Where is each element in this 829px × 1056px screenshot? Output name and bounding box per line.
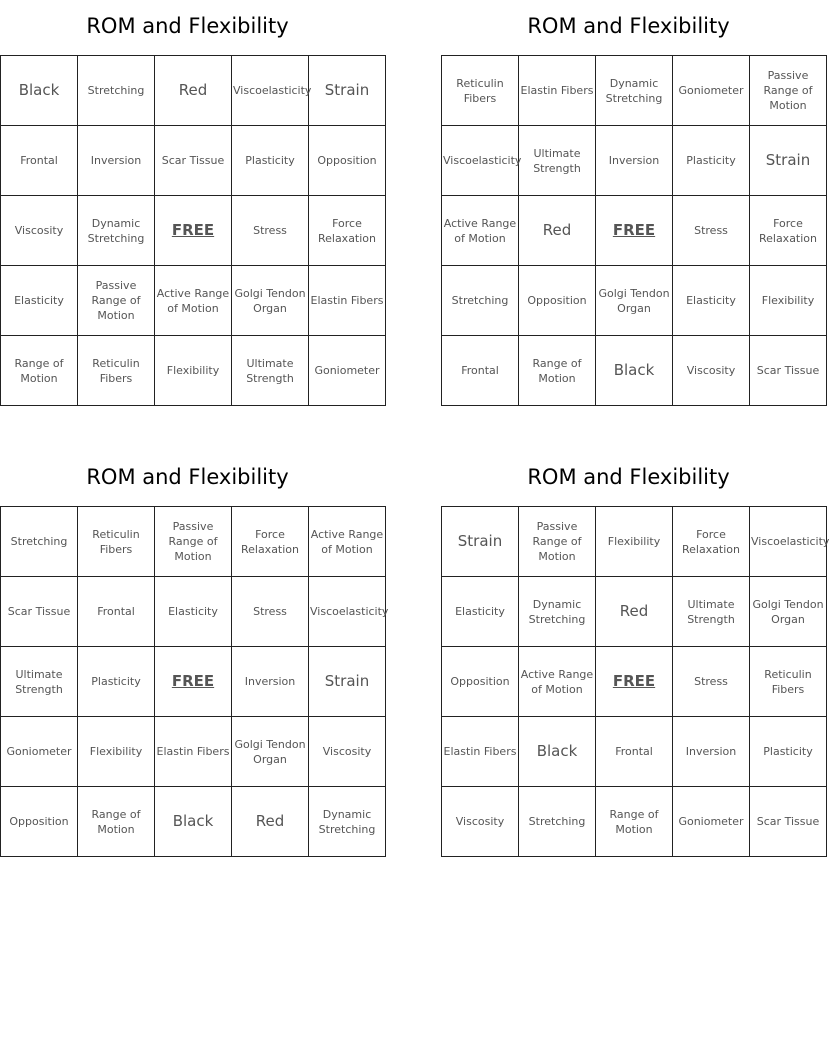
grid-row bbox=[1, 126, 386, 196]
bingo-cell: Flexibility bbox=[155, 336, 232, 406]
bingo-cell: Reticulin Fibers bbox=[78, 336, 155, 406]
bingo-cell: Stretching bbox=[519, 787, 596, 857]
bingo-cell: Stress bbox=[232, 577, 309, 647]
bingo-cell: Elasticity bbox=[673, 266, 750, 336]
bingo-cell: Reticulin Fibers bbox=[442, 56, 519, 126]
bingo-cell: Scar Tissue bbox=[750, 787, 827, 857]
grid-row bbox=[442, 507, 827, 577]
bingo-cell: Dynamic Stretching bbox=[596, 56, 673, 126]
bingo-cell: Strain bbox=[309, 647, 386, 717]
grid-row bbox=[1, 717, 386, 787]
bingo-cell: Dynamic Stretching bbox=[519, 577, 596, 647]
bingo-cell: Black bbox=[1, 56, 78, 126]
bingo-cell: Elasticity bbox=[442, 577, 519, 647]
grid-row bbox=[442, 196, 827, 266]
grid-row bbox=[442, 647, 827, 717]
bingo-cell: Stretching bbox=[1, 507, 78, 577]
bingo-cell: Force Relaxation bbox=[309, 196, 386, 266]
bingo-cell: Inversion bbox=[232, 647, 309, 717]
bingo-cell: Stress bbox=[232, 196, 309, 266]
bingo-cell: Stress bbox=[673, 647, 750, 717]
grid-row bbox=[442, 126, 827, 196]
bingo-cell: Strain bbox=[750, 126, 827, 196]
bingo-cell: Ultimate Strength bbox=[232, 336, 309, 406]
bingo-cell: Viscosity bbox=[309, 717, 386, 787]
bingo-cell: Black bbox=[519, 717, 596, 787]
bingo-cell: Flexibility bbox=[78, 717, 155, 787]
bingo-cell: Black bbox=[596, 336, 673, 406]
bingo-cell: Scar Tissue bbox=[750, 336, 827, 406]
bingo-cell: Force Relaxation bbox=[232, 507, 309, 577]
bingo-cell: Flexibility bbox=[750, 266, 827, 336]
bingo-grid bbox=[0, 55, 386, 406]
bingo-cell: Force Relaxation bbox=[750, 196, 827, 266]
bingo-cell: Plasticity bbox=[673, 126, 750, 196]
bingo-cell: Passive Range of Motion bbox=[155, 507, 232, 577]
grid-row bbox=[1, 577, 386, 647]
bingo-cell: Range of Motion bbox=[1, 336, 78, 406]
grid-row bbox=[1, 336, 386, 406]
bingo-cell: Red bbox=[232, 787, 309, 857]
card-title: ROM and Flexibility bbox=[527, 465, 730, 489]
bingo-cell: Range of Motion bbox=[596, 787, 673, 857]
bingo-cell: Opposition bbox=[1, 787, 78, 857]
grid-row bbox=[442, 336, 827, 406]
bingo-cell: Elastin Fibers bbox=[309, 266, 386, 336]
bingo-cell: Active Range of Motion bbox=[442, 196, 519, 266]
bingo-cell: Ultimate Strength bbox=[673, 577, 750, 647]
free-space-cell: FREE bbox=[596, 196, 673, 266]
grid-row bbox=[1, 507, 386, 577]
bingo-cell: Opposition bbox=[442, 647, 519, 717]
bingo-cell: Viscosity bbox=[1, 196, 78, 266]
bingo-cell: Inversion bbox=[673, 717, 750, 787]
bingo-cell: Plasticity bbox=[750, 717, 827, 787]
free-space-cell: FREE bbox=[155, 196, 232, 266]
bingo-cell: Active Range of Motion bbox=[309, 507, 386, 577]
bingo-cell: Elastin Fibers bbox=[519, 56, 596, 126]
bingo-cell: Reticulin Fibers bbox=[750, 647, 827, 717]
bingo-cell: Plasticity bbox=[78, 647, 155, 717]
bingo-grid bbox=[441, 55, 827, 406]
bingo-cell: Frontal bbox=[596, 717, 673, 787]
bingo-cell: Passive Range of Motion bbox=[750, 56, 827, 126]
bingo-cell: Frontal bbox=[442, 336, 519, 406]
bingo-cell: Goniometer bbox=[309, 336, 386, 406]
bingo-cell: Opposition bbox=[519, 266, 596, 336]
grid-row bbox=[1, 266, 386, 336]
bingo-cell: Dynamic Stretching bbox=[78, 196, 155, 266]
bingo-cell: Golgi Tendon Organ bbox=[232, 266, 309, 336]
grid-row bbox=[442, 577, 827, 647]
bingo-cell: Strain bbox=[309, 56, 386, 126]
grid-row bbox=[442, 56, 827, 126]
bingo-cell: Ultimate Strength bbox=[519, 126, 596, 196]
bingo-cell: Red bbox=[155, 56, 232, 126]
bingo-cell: Strain bbox=[442, 507, 519, 577]
card-title: ROM and Flexibility bbox=[527, 14, 730, 38]
bingo-cell: Goniometer bbox=[673, 787, 750, 857]
bingo-cell: Active Range of Motion bbox=[519, 647, 596, 717]
bingo-cell: Stretching bbox=[442, 266, 519, 336]
free-space-cell: FREE bbox=[155, 647, 232, 717]
bingo-cell: Opposition bbox=[309, 126, 386, 196]
bingo-cell: Red bbox=[519, 196, 596, 266]
grid-row bbox=[1, 787, 386, 857]
bingo-cell: Stress bbox=[673, 196, 750, 266]
grid-row bbox=[442, 717, 827, 787]
grid-row bbox=[1, 56, 386, 126]
bingo-cell: Golgi Tendon Organ bbox=[750, 577, 827, 647]
grid-row bbox=[442, 266, 827, 336]
bingo-cell: Golgi Tendon Organ bbox=[232, 717, 309, 787]
bingo-cell: Viscoelasticity bbox=[750, 507, 827, 577]
bingo-grid bbox=[0, 506, 389, 857]
bingo-cell: Range of Motion bbox=[78, 787, 155, 857]
bingo-grid bbox=[441, 506, 827, 857]
bingo-cell: Elasticity bbox=[155, 577, 232, 647]
bingo-cell: Elastin Fibers bbox=[442, 717, 519, 787]
bingo-cell: Golgi Tendon Organ bbox=[596, 266, 673, 336]
bingo-cell: Passive Range of Motion bbox=[78, 266, 155, 336]
free-space-cell: FREE bbox=[596, 647, 673, 717]
bingo-cell: Viscosity bbox=[442, 787, 519, 857]
bingo-cell: Active Range of Motion bbox=[155, 266, 232, 336]
grid-row bbox=[1, 647, 386, 717]
bingo-cell: Goniometer bbox=[673, 56, 750, 126]
bingo-cell: Red bbox=[596, 577, 673, 647]
card-title: ROM and Flexibility bbox=[86, 14, 289, 38]
grid-row bbox=[442, 787, 827, 857]
bingo-cell: Black bbox=[155, 787, 232, 857]
bingo-cell: Scar Tissue bbox=[1, 577, 78, 647]
bingo-cell: Frontal bbox=[78, 577, 155, 647]
bingo-cell: Plasticity bbox=[232, 126, 309, 196]
bingo-cell: Elastin Fibers bbox=[155, 717, 232, 787]
bingo-cell: Dynamic Stretching bbox=[309, 787, 386, 857]
bingo-cell: Scar Tissue bbox=[155, 126, 232, 196]
bingo-cell: Force Relaxation bbox=[673, 507, 750, 577]
bingo-cell: Range of Motion bbox=[519, 336, 596, 406]
bingo-cell: Viscoelasticity bbox=[232, 56, 309, 126]
bingo-cell: Viscoelasticity bbox=[442, 126, 519, 196]
bingo-cell: Reticulin Fibers bbox=[78, 507, 155, 577]
bingo-cell: Elasticity bbox=[1, 266, 78, 336]
bingo-cell: Flexibility bbox=[596, 507, 673, 577]
bingo-cell: Viscoelasticity bbox=[309, 577, 386, 647]
bingo-cell: Stretching bbox=[78, 56, 155, 126]
bingo-cell: Inversion bbox=[78, 126, 155, 196]
bingo-cell: Frontal bbox=[1, 126, 78, 196]
card-title: ROM and Flexibility bbox=[86, 465, 289, 489]
bingo-cell: Ultimate Strength bbox=[1, 647, 78, 717]
bingo-cell: Viscosity bbox=[673, 336, 750, 406]
bingo-cell: Inversion bbox=[596, 126, 673, 196]
bingo-cell: Passive Range of Motion bbox=[519, 507, 596, 577]
bingo-cell: Goniometer bbox=[1, 717, 78, 787]
grid-row bbox=[1, 196, 386, 266]
